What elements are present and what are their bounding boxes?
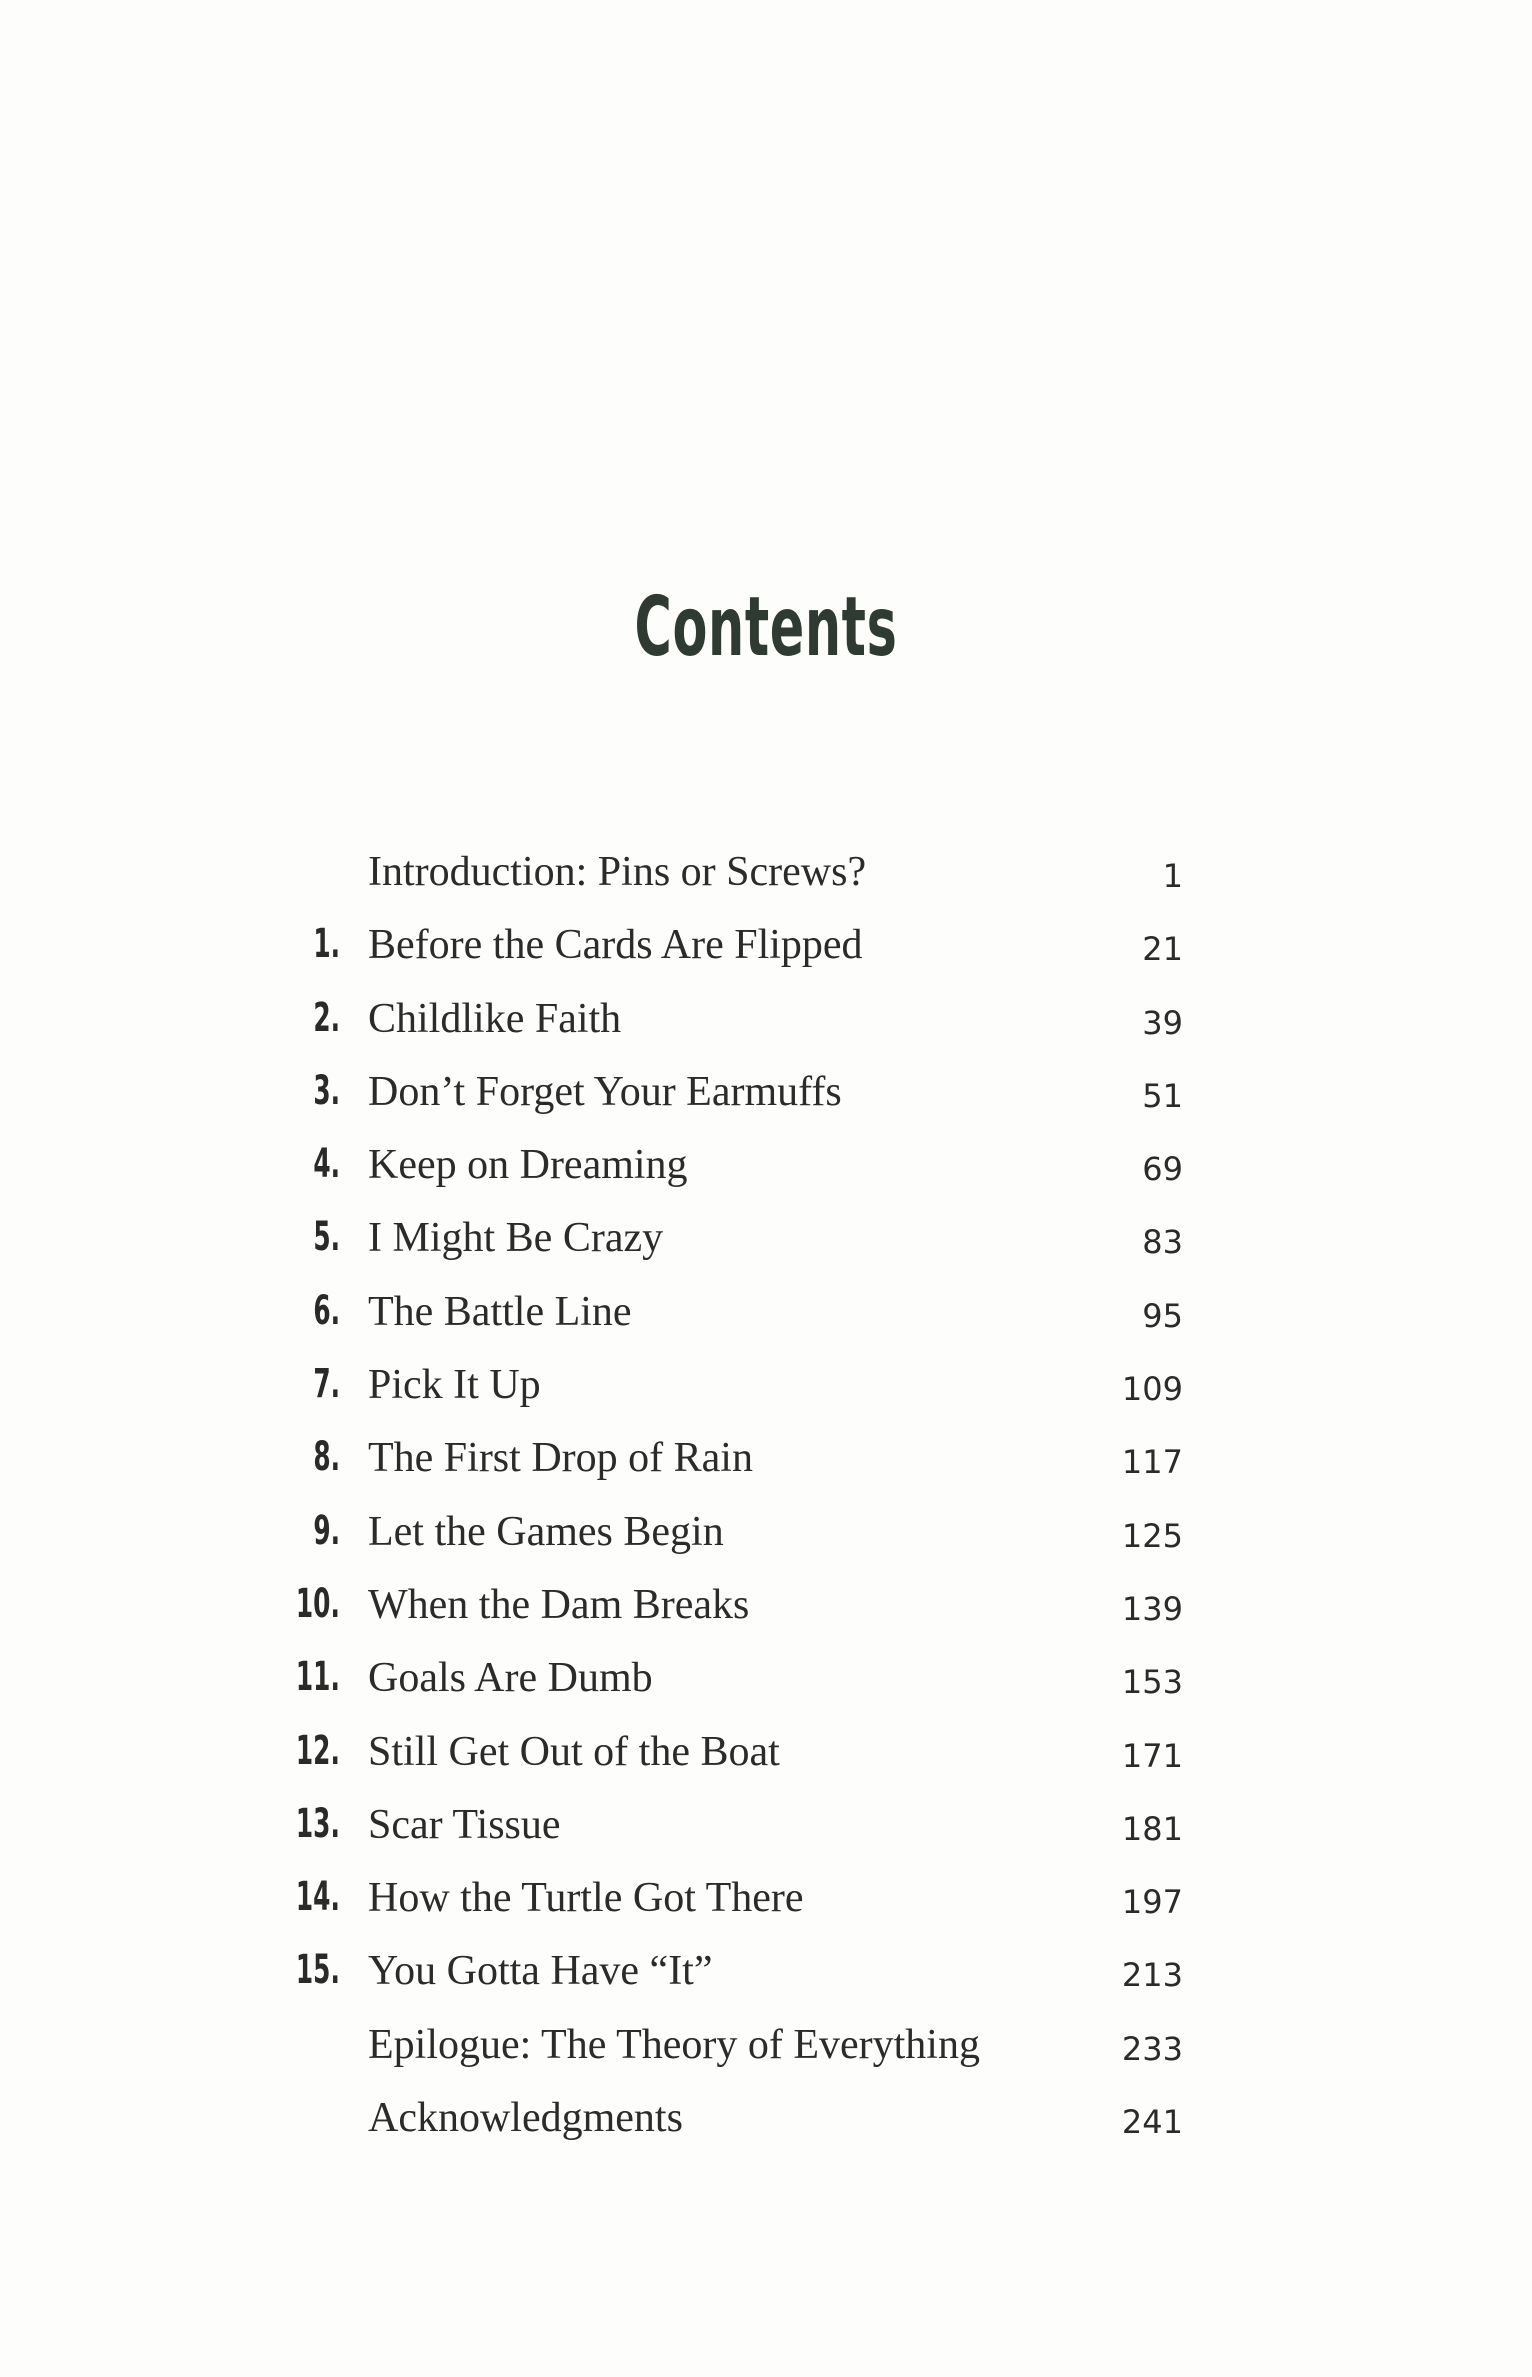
chapter-title: You Gotta Have “It” [368, 1948, 713, 1995]
chapter-title: Goals Are Dumb [368, 1655, 653, 1702]
chapter-number: 10. [296, 1580, 340, 1627]
chapter-title: Still Get Out of the Boat [368, 1728, 780, 1775]
page-number: 117 [1121, 1443, 1183, 1482]
chapter-title: The Battle Line [368, 1288, 632, 1335]
toc-entry [0, 1791, 1532, 1864]
chapter-number: 7. [313, 1361, 340, 1408]
page-title: Contents [634, 580, 898, 675]
chapter-title: Childlike Faith [368, 995, 622, 1042]
chapter-title: Let the Games Begin [368, 1508, 724, 1555]
toc-entry [0, 1644, 1532, 1717]
page-number: 213 [1121, 1956, 1183, 1995]
chapter-number: 14. [296, 1874, 340, 1921]
toc-entry [0, 1058, 1532, 1131]
page-number: 171 [1121, 1736, 1183, 1775]
chapter-title: I Might Be Crazy [368, 1215, 664, 1262]
page-number: 109 [1121, 1370, 1183, 1409]
toc-entry [0, 1718, 1532, 1791]
page-number: 39 [1142, 1003, 1183, 1042]
page-number: 241 [1121, 2103, 1183, 2142]
toc-entry [0, 1937, 1532, 2010]
page-number: 139 [1121, 1589, 1183, 1628]
chapter-number: 9. [313, 1507, 340, 1554]
toc-entry [0, 1424, 1532, 1497]
chapter-number: 1. [313, 921, 340, 968]
chapter-number: 12. [296, 1727, 340, 1774]
toc-entry [0, 1864, 1532, 1937]
page-number: 1 [1162, 857, 1183, 895]
page-number: 125 [1121, 1516, 1183, 1555]
chapter-title: Pick It Up [368, 1362, 541, 1409]
toc-entry [0, 985, 1532, 1058]
toc-entry [0, 2084, 1532, 2157]
page-number: 83 [1142, 1223, 1183, 1262]
chapter-title: Keep on Dreaming [368, 1142, 688, 1189]
chapter-number: 13. [296, 1800, 340, 1847]
page-number: 181 [1121, 1809, 1183, 1848]
chapter-number: 6. [313, 1287, 340, 1334]
toc-entry [0, 2011, 1532, 2084]
page-number: 95 [1142, 1296, 1183, 1335]
toc-entry [0, 1498, 1532, 1571]
chapter-title: Introduction: Pins or Screws? [368, 849, 867, 895]
chapter-title: When the Dam Breaks [368, 1581, 750, 1628]
chapter-number: 3. [313, 1067, 340, 1114]
chapter-number: 2. [313, 994, 340, 1041]
table-of-contents [0, 838, 1532, 2157]
chapter-number: 8. [313, 1434, 340, 1481]
toc-entry [0, 1131, 1532, 1204]
chapter-title: Don’t Forget Your Earmuffs [368, 1068, 842, 1115]
toc-entry [0, 1278, 1532, 1351]
page-number: 153 [1121, 1663, 1183, 1702]
chapter-number: 11. [296, 1654, 340, 1701]
toc-entry [0, 1204, 1532, 1277]
toc-entry [0, 1571, 1532, 1644]
chapter-number: 15. [296, 1947, 340, 1994]
page-number: 51 [1142, 1076, 1183, 1115]
chapter-title: Acknowledgments [368, 2095, 683, 2142]
chapter-title: How the Turtle Got There [368, 1875, 804, 1922]
chapter-number: 4. [313, 1141, 340, 1188]
page-number: 233 [1121, 2029, 1183, 2068]
toc-entry [0, 911, 1532, 984]
toc-entry [0, 838, 1532, 911]
toc-entry [0, 1351, 1532, 1424]
page-number: 197 [1121, 1883, 1183, 1922]
chapter-title: The First Drop of Rain [368, 1435, 753, 1482]
chapter-number: 5. [313, 1214, 340, 1261]
chapter-title: Scar Tissue [368, 1801, 561, 1848]
page-number: 21 [1142, 930, 1183, 969]
chapter-title: Epilogue: The Theory of Everything [368, 2021, 980, 2068]
page-number: 69 [1142, 1150, 1183, 1189]
chapter-title: Before the Cards Are Flipped [368, 922, 863, 969]
